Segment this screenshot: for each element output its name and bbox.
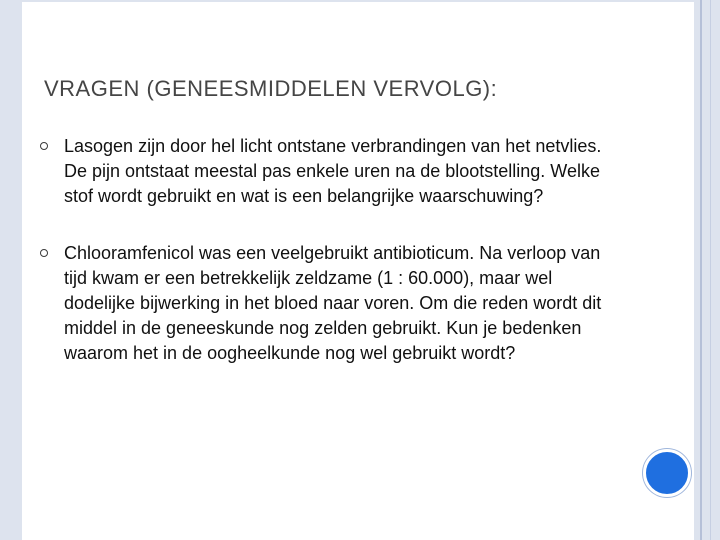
bullet-item bbox=[40, 134, 620, 209]
decorative-circle-icon bbox=[643, 449, 691, 497]
slide-frame-right bbox=[694, 0, 720, 540]
bullet-text: Chlooramfenicol was een veelgebruikt antibioticum. Na verloop van tijd kwam er een betrekkelijk zeldzame (1 : 60.000), maar wel dodelijke bijwerking in het bloed naar voren. Om die reden wordt dit middel in de geneeskunde nog zelden gebruikt. Kun je bedenken waarom het in de oogheelkunde nog wel gebruikt wordt? bbox=[64, 243, 602, 363]
slide-title: VRAGEN (GENEESMIDDELEN VERVOLG): bbox=[44, 76, 498, 101]
bullet-list bbox=[40, 134, 620, 398]
bullet-text: Lasogen zijn door hel licht ontstane verbrandingen van het netvlies. De pijn ontstaat meestal pas enkele uren na de blootstelling. Welke stof wordt gebruikt en wat is een belangrijke waarschuwing? bbox=[64, 136, 602, 206]
slide-frame-left bbox=[0, 0, 22, 540]
bullet-item bbox=[40, 241, 620, 366]
slide-frame-right-line-thin bbox=[710, 0, 711, 540]
bullet-circle-icon bbox=[40, 142, 48, 150]
slide-frame-right-line bbox=[700, 0, 702, 540]
bullet-circle-icon bbox=[40, 249, 48, 257]
